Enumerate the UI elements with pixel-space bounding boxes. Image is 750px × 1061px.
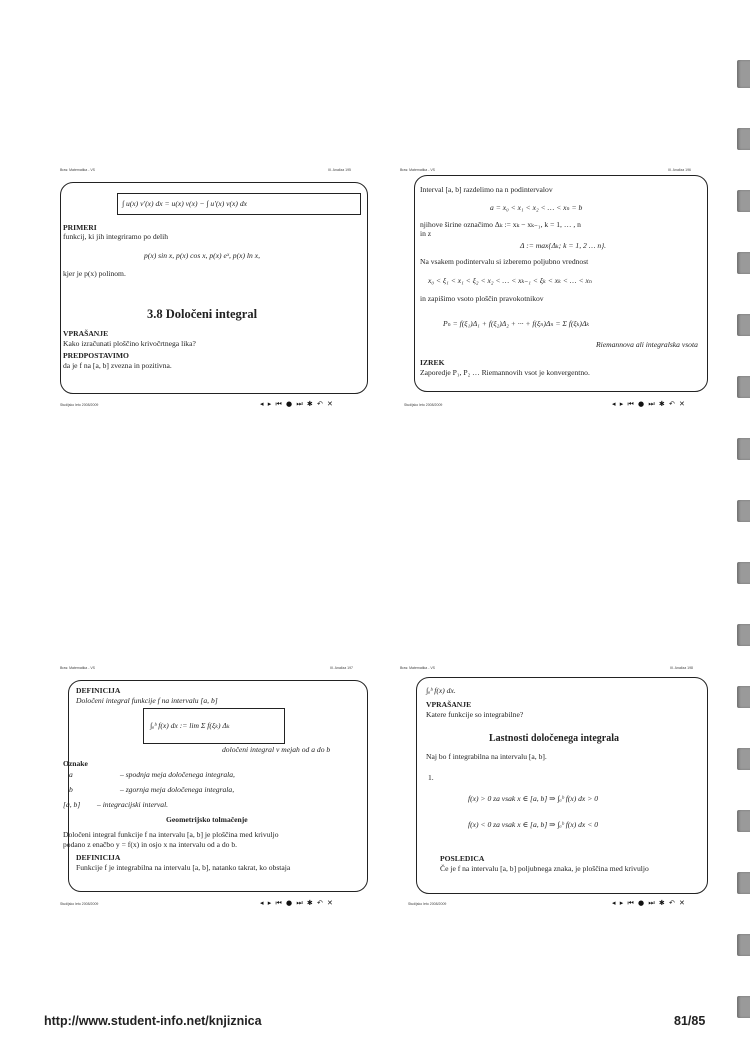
notation-desc: – spodnja meja določenega integrala,	[120, 770, 235, 779]
riemann-sum-formula: Pₙ = f(ξ₁)Δ₁ + f(ξ₂)Δ₂ + ··· + f(ξₙ)Δₙ = Σ f(ξₖ)Δₖ	[443, 319, 590, 328]
assumption-text: da je f na [a, b] zvezna in pozitivna.	[63, 361, 172, 370]
definite-integral-formula: ∫ₐᵇ f(x) dx := lim Σ f(ξₖ) Δₖ	[150, 721, 230, 730]
text-line: in z	[420, 229, 432, 238]
slide-197	[60, 663, 370, 913]
text-line: funkcij, ki jih integriramo po delih	[63, 232, 169, 241]
definicija-heading: DEFINICIJA	[76, 853, 121, 862]
section-title: 3.8 Določeni integral	[147, 307, 258, 321]
notation-symbol: a	[69, 770, 73, 779]
text-line: in zapišimo vsoto ploščin pravokotnikov	[420, 294, 544, 303]
slide-nav-controls[interactable]: ◂ ▸ ⏮ ● ⏭ ✱ ↶ ✕	[260, 400, 334, 408]
text-line: Interval [a, b] razdelimo na n podintervalov	[420, 185, 553, 194]
question-text: Katere funkcije so integrabilne?	[426, 710, 524, 719]
source-url[interactable]: http://www.student-info.net/knjiznica	[44, 1014, 262, 1028]
property-formula: f(x) > 0 za vsak x ∈ [a, b] ⇒ ∫ₐᵇ f(x) dx > 0	[468, 794, 599, 803]
notation-symbol: [a, b]	[63, 800, 81, 809]
property-formula: f(x) < 0 za vsak x ∈ [a, b] ⇒ ∫ₐᵇ f(x) dx < 0	[468, 820, 599, 829]
formula-line: ∫ₐᵇ f(x) dx.	[426, 686, 456, 695]
slide-nav-controls[interactable]: ◂ ▸ ⏮ ● ⏭ ✱ ↶ ✕	[612, 899, 686, 907]
index-tab	[737, 810, 750, 832]
text-line: Določeni integral funkcije f na intervalu [a, b] je ploščina med krivuljo	[63, 830, 279, 839]
text-line: kjer je p(x) polinom.	[63, 269, 126, 278]
primeri-heading: PRIMERI	[63, 223, 97, 232]
posledica-heading: POSLEDICA	[440, 854, 485, 863]
text-line: Riemannova ali integralska vsota	[596, 340, 698, 349]
slide-footer: Studijsko leto 2008/2009	[404, 403, 443, 407]
definicija-heading: DEFINICIJA	[76, 686, 121, 695]
slide-header-left: Bras: Matematika - VS	[60, 666, 96, 670]
index-tab	[737, 624, 750, 646]
slide-header-right: III. Analiza 198	[670, 666, 693, 670]
subsection-title: Geometrijsko tolmačenje	[166, 815, 248, 824]
slide-196	[400, 165, 710, 415]
text-line: njihove širine označimo Δₖ := xₖ − xₖ₋₁, k = 1, … , n	[420, 220, 581, 229]
slide-header-right: III. Analiza 195	[328, 168, 351, 172]
side-index-tabs	[737, 40, 750, 1050]
slide-header-left: Bras: Matematika - VS	[400, 666, 436, 670]
index-tab	[737, 872, 750, 894]
index-tab	[737, 314, 750, 336]
integration-by-parts-formula: ∫ u(x) v′(x) dx = u(x) v(x) − ∫ u′(x) v(x) dx	[122, 199, 248, 208]
slide-nav-controls[interactable]: ◂ ▸ ⏮ ● ⏭ ✱ ↶ ✕	[260, 899, 334, 907]
formula-line: Δ := max{Δₖ; k = 1, 2 … n}.	[520, 241, 607, 250]
index-tab	[737, 128, 750, 150]
index-tab	[737, 252, 750, 274]
slide-header-left: Bras: Matematika - VS	[400, 168, 436, 172]
slide-header-left: Bras: Matematika - VS	[60, 168, 96, 172]
text-line: Na vsakem podintervalu si izberemo poljubno vrednost	[420, 257, 589, 266]
formula-line: p(x) sin x, p(x) cos x, p(x) eˣ, p(x) ln x,	[144, 251, 260, 260]
text-line: Naj bo f integrabilna na intervalu [a, b].	[426, 752, 547, 761]
formula-line: x₀ < ξ₁ < x₁ < ξ₂ < x₂ < … < xₖ₋₁ < ξₖ < xₖ < … < xₙ	[428, 276, 592, 285]
index-tab	[737, 376, 750, 398]
subsection-title: Lastnosti določenega integrala	[489, 733, 619, 744]
izrek-heading: IZREK	[420, 358, 445, 367]
index-tab	[737, 60, 750, 88]
index-tab	[737, 562, 750, 584]
index-tab	[737, 190, 750, 212]
index-tab	[737, 934, 750, 956]
slide-195	[60, 165, 370, 415]
index-tab	[737, 748, 750, 770]
notation-desc: – zgornja meja določenega integrala,	[120, 785, 235, 794]
slide-198	[400, 663, 710, 913]
vprasanje-heading: VPRAŠANJE	[426, 700, 472, 709]
list-number: 1.	[428, 773, 434, 782]
slide-footer: Studijsko leto 2008/2009	[60, 403, 99, 407]
index-tab	[737, 500, 750, 522]
index-tab	[737, 996, 750, 1018]
theorem-text: Zaporedje P₁, P₂ … Riemannovih vsot je konvergentno.	[420, 368, 590, 377]
page-counter: 81/85	[674, 1014, 706, 1028]
slide-footer: Studijsko leto 2008/2009	[60, 902, 99, 906]
text-line: podano z enačbo y = f(x) in osjo x na intervalu od a do b.	[63, 840, 238, 849]
notation-desc: – integracijski interval.	[97, 800, 169, 809]
vprasanje-heading: VPRAŠANJE	[63, 329, 109, 338]
predpostavimo-heading: PREDPOSTAVIMO	[63, 351, 129, 360]
slide-nav-controls[interactable]: ◂ ▸ ⏮ ● ⏭ ✱ ↶ ✕	[612, 400, 686, 408]
slide-header-right: III. Analiza 197	[330, 666, 353, 670]
question-text: Kako izračunati ploščino krivočrtnega lika?	[63, 339, 196, 348]
index-tab	[737, 686, 750, 708]
slide-footer: Studijsko leto 2008/2009	[408, 902, 447, 906]
text-line: Določeni integral funkcije f na intervalu [a, b]	[76, 696, 218, 705]
index-tab	[737, 438, 750, 460]
formula-line: a = x₀ < x₁ < x₂ < … < xₙ = b	[490, 203, 583, 212]
notation-symbol: b	[69, 785, 73, 794]
text-line: določeni integral v mejah od a do b	[222, 745, 331, 754]
text-line: Če je f na intervalu [a, b] poljubnega znaka, je ploščina med krivuljo	[440, 864, 649, 873]
slide-header-right: III. Analiza 196	[668, 168, 691, 172]
oznake-heading: Oznake	[63, 759, 88, 768]
text-line: Funkcije f je integrabilna na intervalu [a, b], natanko takrat, ko obstaja	[76, 863, 291, 872]
